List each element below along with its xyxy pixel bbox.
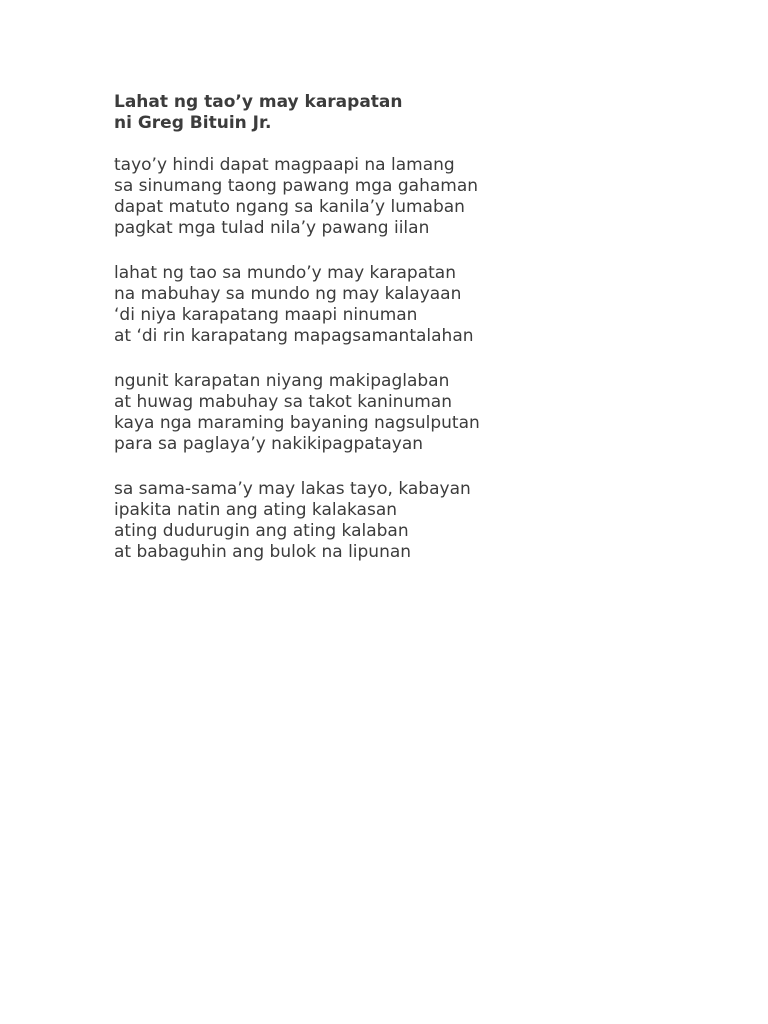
poem-line: lahat ng tao sa mundo’y may karapatan bbox=[114, 263, 456, 283]
poem-title: Lahat ng tao’y may karapatan bbox=[114, 92, 403, 112]
poem-line: at ‘di rin karapatang mapagsamantalahan bbox=[114, 326, 474, 346]
title-block bbox=[114, 92, 714, 134]
poem-line: sa sama-sama’y may lakas tayo, kabayan bbox=[114, 479, 471, 499]
stanza-4 bbox=[114, 479, 714, 563]
poem-line: na mabuhay sa mundo ng may kalayaan bbox=[114, 284, 462, 304]
poem-line: at huwag mabuhay sa takot kaninuman bbox=[114, 392, 452, 412]
poem-line: ‘di niya karapatang maapi ninuman bbox=[114, 305, 418, 325]
poem-line: ipakita natin ang ating kalakasan bbox=[114, 500, 398, 520]
poem-line: kaya nga maraming bayaning nagsulputan bbox=[114, 413, 480, 433]
poem-line: at babaguhin ang bulok na lipunan bbox=[114, 542, 412, 562]
poem-line: ngunit karapatan niyang makipaglaban bbox=[114, 371, 450, 391]
stanza-3 bbox=[114, 371, 714, 455]
poem-line: ating dudurugin ang ating kalaban bbox=[114, 521, 409, 541]
poem bbox=[114, 92, 714, 587]
poem-line: pagkat mga tulad nila’y pawang iilan bbox=[114, 218, 430, 238]
poem-line: dapat matuto ngang sa kanila’y lumaban bbox=[114, 197, 465, 217]
stanza-1 bbox=[114, 155, 714, 239]
stanza-2 bbox=[114, 263, 714, 347]
poem-author: ni Greg Bituin Jr. bbox=[114, 113, 272, 133]
poem-line: para sa paglaya’y nakikipagpatayan bbox=[114, 434, 424, 454]
poem-line: sa sinumang taong pawang mga gahaman bbox=[114, 176, 479, 196]
poem-line: tayo’y hindi dapat magpaapi na lamang bbox=[114, 155, 455, 175]
